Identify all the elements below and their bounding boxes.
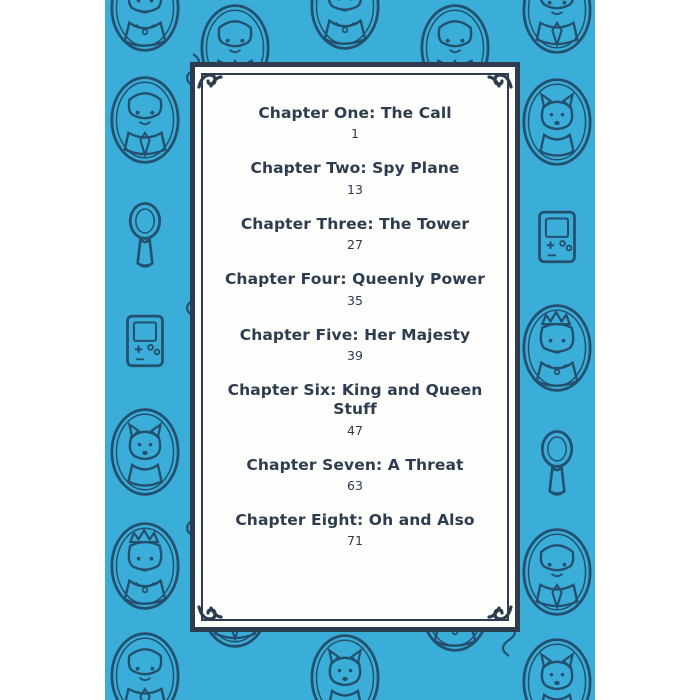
toc-entry bbox=[212, 159, 498, 196]
corner-flourish-icon bbox=[197, 69, 223, 89]
toc-entry bbox=[212, 511, 498, 548]
toc-entry-title: Chapter Six: King and Queen Stuff bbox=[227, 380, 483, 419]
toc-entry bbox=[212, 326, 498, 363]
toc-entry bbox=[212, 381, 498, 438]
toc-entry-page: 39 bbox=[347, 347, 363, 363]
book-page-image bbox=[105, 0, 595, 700]
toc-entry-page: 1 bbox=[351, 126, 359, 142]
toc-entry-page: 27 bbox=[347, 237, 363, 253]
toc-entry-page: 63 bbox=[347, 478, 363, 493]
toc-entry-page: 13 bbox=[347, 181, 363, 197]
toc-entry-title: Chapter Two: Spy Plane bbox=[250, 159, 460, 178]
toc-entry-title: Chapter Three: The Tower bbox=[240, 214, 470, 233]
corner-flourish-icon bbox=[487, 605, 513, 625]
toc-entry-page: 71 bbox=[347, 533, 363, 549]
toc-entry-title: Chapter Seven: A Threat bbox=[246, 455, 464, 474]
toc-entry-title: Chapter Four: Queenly Power bbox=[224, 270, 486, 289]
toc-entry-page: 47 bbox=[347, 422, 363, 438]
toc-entry-page: 35 bbox=[347, 292, 363, 308]
toc-entry bbox=[212, 456, 498, 493]
table-of-contents-panel bbox=[190, 62, 520, 632]
toc-entry bbox=[212, 215, 498, 252]
toc-entry-title: Chapter Eight: Oh and Also bbox=[235, 511, 475, 529]
corner-flourish-icon bbox=[487, 69, 513, 89]
toc-entry-title: Chapter Five: Her Majesty bbox=[239, 325, 471, 344]
toc-entry bbox=[212, 104, 498, 141]
toc-entry bbox=[212, 270, 498, 307]
toc-entry-title: Chapter One: The Call bbox=[258, 104, 452, 122]
toc-entry-list bbox=[212, 104, 498, 548]
corner-flourish-icon bbox=[197, 605, 223, 625]
